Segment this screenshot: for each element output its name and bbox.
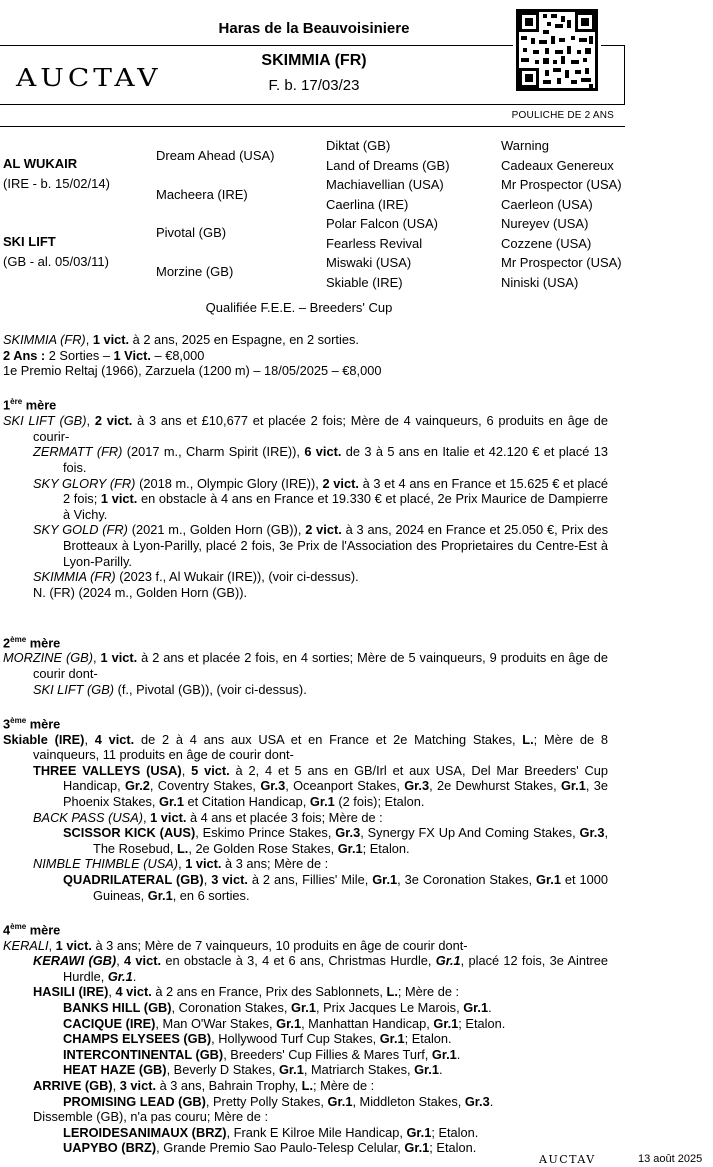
produce-entry: SKI LIFT (GB) (f., Pivotal (GB)), (voir ci-dessus). bbox=[33, 681, 307, 697]
ped-gen3-item: Diktat (GB) bbox=[326, 138, 391, 153]
produce-entry: KERAWI (GB), 4 vict. en obstacle à 3, 4 et 6 ans, Christmas Hurdle, Gr.1, placé 12 fois, 3e Aintree Hurdle, Gr.1. bbox=[33, 953, 608, 984]
grandproduce-entry: HEAT HAZE (GB), Beverly D Stakes, Gr.1, Matriarch Stakes, Gr.1. bbox=[63, 1062, 443, 1078]
pedigree-sire bbox=[3, 154, 110, 193]
horse-name: SKIMMIA (FR) bbox=[261, 52, 367, 69]
ped-gen2-3: Morzine (GB) bbox=[156, 264, 234, 279]
auctav-logo: AUCTAV bbox=[16, 64, 162, 93]
header-top-rule bbox=[0, 45, 513, 46]
footer-date: 13 août 2025 bbox=[638, 1153, 703, 1165]
dam-entry: SKI LIFT (GB), 2 vict. à 3 ans et £10,677 et placée 2 fois; Mère de 4 vainqueurs, 6 produits en âge de courir- bbox=[3, 413, 608, 444]
category-label: POULICHE DE 2 ANS bbox=[511, 110, 614, 121]
performance-race: 1e Premio Reltaj (1966), Zarzuela (1200 m) – 18/05/2025 – €8,000 bbox=[3, 363, 382, 379]
horse-description: F. b. 17/03/23 bbox=[268, 77, 360, 94]
produce-entry: HASILI (IRE), 4 vict. à 2 ans en France, Prix des Sablonnets, L.; Mère de : bbox=[33, 984, 460, 1000]
sire-detail: (IRE - b. 15/02/14) bbox=[3, 175, 110, 191]
footer-logo: AUCTAV bbox=[539, 1153, 596, 1166]
produce-entry: NIMBLE THIMBLE (USA), 1 vict. à 3 ans; Mère de : bbox=[33, 856, 329, 872]
section-first-dam: 1ère mère bbox=[3, 397, 57, 413]
grandproduce-entry: BANKS HILL (GB), Coronation Stakes, Gr.1, Prix Jacques Le Marois, Gr.1. bbox=[63, 1000, 492, 1015]
grandproduce-entry: INTERCONTINENTAL (GB), Breeders' Cup Fillies & Mares Turf, Gr.1. bbox=[63, 1046, 461, 1062]
dam-entry: Skiable (IRE), 4 vict. de 2 à 4 ans aux USA et en France et 2e Matching Stakes, L.; Mère de 8 vainqueurs, 11 produits en âge de courir dont- bbox=[3, 731, 608, 763]
grandproduce-entry: LEROIDESANIMAUX (BRZ), Frank E Kilroe Mile Handicap, Gr.1; Etalon. bbox=[63, 1124, 479, 1140]
ped-gen4-item: Mr Prospector (USA) bbox=[501, 255, 622, 270]
section-fourth-dam: 4ème mère bbox=[3, 921, 61, 938]
ped-gen4-item: Cadeaux Genereux bbox=[501, 157, 614, 173]
grandproduce-entry: QUADRILATERAL (GB), 3 vict. à 2 ans, Fillies' Mile, Gr.1, 3e Coronation Stakes, Gr.1 et 1000 Guineas, Gr.1, en 6 sorties. bbox=[63, 871, 608, 903]
grandproduce-entry: PROMISING LEAD (GB), Pretty Polly Stakes, Gr.1, Middleton Stakes, Gr.3. bbox=[63, 1093, 494, 1109]
ped-gen4-item: Warning bbox=[501, 138, 549, 153]
ped-gen2-0: Dream Ahead (USA) bbox=[156, 148, 275, 163]
section-third-dam: 3ème mère bbox=[3, 715, 61, 732]
produce-entry: THREE VALLEYS (USA), 5 vict. à 2, 4 et 5 ans en GB/Irl et aux USA, Del Mar Breeders' Cup Handicap, Gr.2, Coventry Stakes, Gr.3, Oceanport Stakes, Gr.3, 2e Dewhurst Stakes, Gr.1, 3e Phoenix Stakes, Gr.1 et Citation Handicap, Gr.1 (2 fois); Etalon. bbox=[33, 762, 608, 810]
ped-gen3-item: Miswaki (USA) bbox=[326, 255, 412, 270]
qr-code-icon bbox=[516, 9, 598, 91]
ped-gen4-item: Nureyev (USA) bbox=[501, 216, 589, 231]
produce-entry: ZERMATT (FR) (2017 m., Charm Spirit (IRE)), 6 vict. de 3 à 5 ans en Italie et 42.120 € et placé 13 fois. bbox=[33, 444, 608, 476]
grandproduce-entry: CHAMPS ELYSEES (GB), Hollywood Turf Cup Stakes, Gr.1; Etalon. bbox=[63, 1031, 452, 1047]
ped-gen4-item: Cozzene (USA) bbox=[501, 235, 592, 251]
header-top-rule-right bbox=[601, 45, 625, 46]
dam-name: SKI LIFT bbox=[3, 234, 56, 249]
ped-gen3-item: Polar Falcon (USA) bbox=[326, 216, 438, 231]
pedigree-dam bbox=[3, 232, 109, 271]
ped-gen3 bbox=[326, 136, 450, 292]
ped-gen3-item: Machiavellian (USA) bbox=[326, 177, 444, 192]
ped-gen3-item: Caerlina (IRE) bbox=[326, 196, 409, 212]
ped-gen3-item: Fearless Revival bbox=[326, 235, 423, 251]
dam-entry: MORZINE (GB), 1 vict. à 2 ans et placée 2 fois, en 4 sorties; Mère de 5 vainqueurs, 9 produits en âge de courir dont- bbox=[3, 650, 608, 681]
ped-gen4-item: Caerleon (USA) bbox=[501, 196, 593, 212]
dam-detail: (GB - al. 05/03/11) bbox=[3, 253, 109, 269]
produce-entry: BACK PASS (USA), 1 vict. à 4 ans et placée 3 fois; Mère de : bbox=[33, 809, 383, 825]
grandproduce-entry: UAPYBO (BRZ), Grande Premio Sao Paulo-Telesp Celular, Gr.1; Etalon. bbox=[63, 1140, 477, 1156]
stud-name: Haras de la Beauvoisiniere bbox=[218, 20, 410, 37]
qualification-note: Qualifiée F.E.E. – Breeders' Cup bbox=[205, 300, 393, 315]
ped-gen3-item: Land of Dreams (GB) bbox=[326, 157, 450, 173]
catalogue-body bbox=[3, 332, 608, 1156]
sire-name: AL WUKAIR bbox=[3, 156, 78, 171]
grandproduce-entry: SCISSOR KICK (AUS), Eskimo Prince Stakes, Gr.3, Synergy FX Up And Coming Stakes, Gr.3, The Rosebud, L., 2e Golden Rose Stakes, Gr.1; Etalon. bbox=[63, 825, 608, 856]
ped-gen2-1: Macheera (IRE) bbox=[156, 187, 248, 202]
dam-entry: KERALI, 1 vict. à 3 ans; Mère de 7 vainqueurs, 10 produits en âge de courir dont- bbox=[3, 937, 468, 953]
ped-gen2-2: Pivotal (GB) bbox=[156, 225, 227, 240]
ped-gen4-item: Mr Prospector (USA) bbox=[501, 177, 622, 192]
produce-entry: N. (FR) (2024 m., Golden Horn (GB)). bbox=[33, 584, 248, 600]
header-right-border bbox=[624, 45, 625, 105]
produce-entry: Dissemble (GB), n'a pas couru; Mère de : bbox=[33, 1109, 269, 1125]
grandproduce-entry: CACIQUE (IRE), Man O'War Stakes, Gr.1, Manhattan Handicap, Gr.1; Etalon. bbox=[63, 1015, 506, 1031]
pedigree-top-rule bbox=[0, 126, 625, 127]
ped-gen4-item: Niniski (USA) bbox=[501, 274, 579, 290]
produce-entry: ARRIVE (GB), 3 vict. à 3 ans, Bahrain Trophy, L.; Mère de : bbox=[33, 1077, 375, 1093]
ped-gen3-item: Skiable (IRE) bbox=[326, 274, 403, 290]
performance-line: SKIMMIA (FR), 1 vict. à 2 ans, 2025 en Espagne, en 2 sorties. bbox=[3, 332, 359, 347]
ped-gen4 bbox=[501, 136, 622, 292]
performance-summary: 2 Ans : 2 Sorties – 1 Vict. – €8,000 bbox=[3, 347, 205, 363]
header-bottom-rule bbox=[0, 104, 625, 105]
produce-entry: SKIMMIA (FR) (2023 f., Al Wukair (IRE)), (voir ci-dessus). bbox=[33, 569, 359, 585]
produce-entry: SKY GLORY (FR) (2018 m., Olympic Glory (IRE)), 2 vict. à 3 et 4 ans en France et 15.625 € et placé 2 fois; 1 vict. en obstacle à 4 ans en France et 19.330 € et placé, 2e Prix Maurice de Dampierre à Vichy. bbox=[33, 475, 608, 522]
produce-entry: SKY GOLD (FR) (2021 m., Golden Horn (GB)), 2 vict. à 3 ans, 2024 en France et 25.050 €, Prix des Brotteaux à Lyon-Parilly, placé 2 fois, 3e Prix de l'Association des Proprietaires du Centre-Est à Lyon-Parilly. bbox=[33, 522, 608, 569]
section-second-dam: 2ème mère bbox=[3, 634, 61, 650]
